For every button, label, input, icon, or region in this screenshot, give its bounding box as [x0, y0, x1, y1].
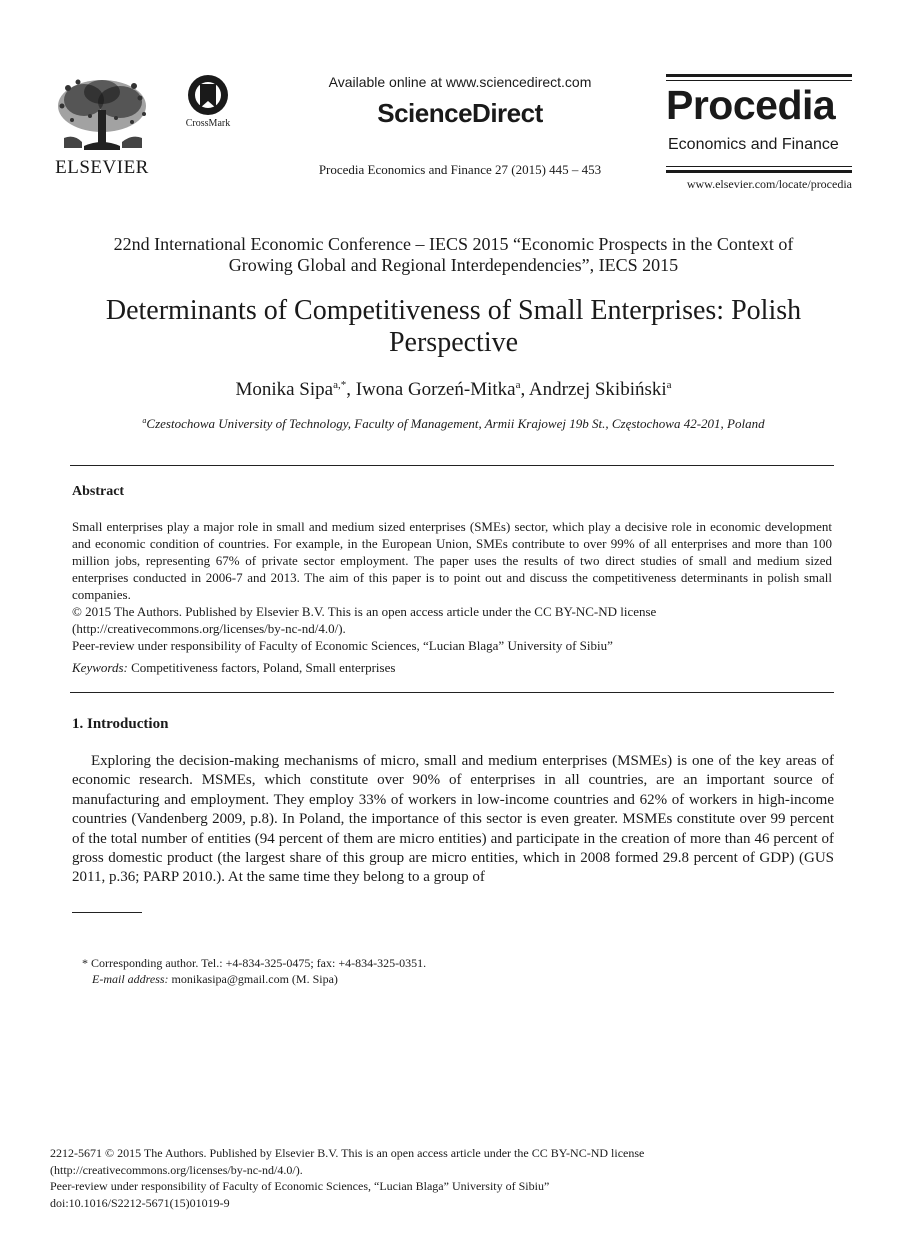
- conference-line-1: 22nd International Economic Conference – IECS 2015 “Economic Prospects in the Context of: [113, 234, 794, 254]
- affiliation-text: Czestochowa University of Technology, Faculty of Management, Armii Krajowej 19b St., Częstochowa 42-201, Poland: [146, 416, 765, 431]
- author-name: Andrzej Skibiński: [528, 379, 667, 400]
- issn-copyright-line: 2212-5671 © 2015 The Authors. Published by Elsevier B.V. This is an open access article under the CC BY-NC-ND license: [50, 1146, 645, 1160]
- masthead-rule-top: [666, 74, 852, 77]
- footnote-email-line: [82, 971, 782, 987]
- abstract-rule-top: [70, 465, 834, 466]
- abstract-body: Small enterprises play a major role in small and medium sized enterprises (SMEs) sector, which play a decisive role in economic development and economic condition of countries. For example, in the European Union, SMEs contribute to over 99% of all enterprises and more than 100 million jobs, representing 67% of private sector employment. The paper uses the results of two direct studies of small and medium sized enterprises conducted in 2006-7 and 2013. The aim of this paper is to point out and discuss the competitiveness determinants in polish small companies.: [72, 519, 832, 602]
- abstract-license-link[interactable]: (http://creativecommons.org/licenses/by-nc-nd/4.0/).: [72, 621, 346, 636]
- footnote-corresponding: [82, 955, 782, 971]
- title-line-2: Perspective: [388, 327, 519, 358]
- abstract-copyright: © 2015 The Authors. Published by Elsevier B.V. This is an open access article under the CC BY-NC-ND license: [72, 604, 657, 619]
- available-online-text: Available online at www.sciencedirect.com: [328, 74, 592, 90]
- abstract-rule-bottom: [70, 692, 834, 693]
- author-affiliation-mark: a: [666, 379, 672, 391]
- author-separator: ,: [520, 379, 529, 400]
- author-name: Iwona Gorzeń-Mitka: [355, 379, 516, 400]
- footer-license-link[interactable]: (http://creativecommons.org/licenses/by-nc-nd/4.0/).: [50, 1162, 303, 1177]
- crossmark-label: CrossMark: [185, 118, 231, 129]
- footnote-contact: Corresponding author. Tel.: +4-834-325-0475; fax: +4-834-325-0351.: [91, 956, 427, 970]
- author-list: [60, 378, 847, 402]
- paper-title: [60, 295, 847, 359]
- masthead-rule-bottom-thin: [666, 166, 852, 167]
- abstract-heading: Abstract: [72, 484, 125, 499]
- elsevier-wordmark: ELSEVIER: [55, 157, 149, 178]
- author-separator: ,: [346, 379, 356, 400]
- elsevier-tree-icon: [54, 76, 150, 156]
- procedia-subtitle: Economics and Finance: [668, 136, 839, 153]
- footnote-marker: *: [82, 956, 88, 970]
- masthead-rule-top-thin: [666, 80, 852, 81]
- section-heading-introduction: 1. Introduction: [72, 716, 169, 732]
- footnote: [82, 955, 782, 987]
- doi-line[interactable]: doi:10.1016/S2212-5671(15)01019-9: [50, 1195, 230, 1210]
- masthead-rule-bottom: [666, 170, 852, 173]
- introduction-paragraph: Exploring the decision-making mechanisms of micro, small and medium enterprises (MSMEs) is one of the key areas of economic research. MSMEs, which constitute over 90% of enterprises in all countries, are an important source of manufacturing and employment. They employ 33% of workers in low-income countries and 62% of workers in high-income countries (Vandenberg 2009, p.8). In Poland, the importance of this sector is even greater. MSMEs constitute over 99 percent of the total number of entities (94 percent of them are micro entities) and participate in the creation of more than 46 percent of gross domestic product (the largest share of this group are micro entities, which in 2008 formed 29.8 percent of GDP) (GUS 2011, p.36; PARP 2010.). At the same time they belong to a group of: [72, 753, 834, 886]
- footer-peer-review: Peer-review under responsibility of Faculty of Economic Sciences, “Lucian Blaga” University of Sibiu”: [50, 1179, 550, 1193]
- title-line-1: Determinants of Competitiveness of Small Enterprises: Polish: [105, 295, 802, 326]
- keywords-value: Competitiveness factors, Poland, Small enterprises: [131, 660, 396, 675]
- procedia-url[interactable]: www.elsevier.com/locate/procedia: [686, 177, 852, 191]
- author-affiliation-mark: a: [515, 379, 521, 391]
- keywords-label: Keywords:: [72, 660, 128, 675]
- article-front-matter-footer: [50, 1145, 850, 1211]
- author-affiliation-mark: a,*: [333, 379, 347, 391]
- affiliation: [60, 416, 847, 432]
- keywords-line: [72, 659, 832, 676]
- footnote-rule: [72, 912, 142, 913]
- author-name: Monika Sipa: [235, 379, 334, 400]
- journal-reference: Procedia Economics and Finance 27 (2015) 445 – 453: [318, 162, 602, 177]
- email-address[interactable]: monikasipa@gmail.com (M. Sipa): [171, 972, 338, 986]
- affiliation-mark: a: [142, 416, 147, 425]
- conference-name: [60, 234, 847, 276]
- abstract-peer-review: Peer-review under responsibility of Faculty of Economic Sciences, “Lucian Blaga” University of Sibiu”: [72, 638, 613, 653]
- sciencedirect-brand: ScienceDirect: [377, 98, 543, 128]
- abstract-section: [72, 518, 832, 676]
- procedia-masthead: [666, 74, 854, 194]
- email-label: E-mail address:: [92, 972, 169, 986]
- procedia-title: Procedia: [666, 82, 836, 128]
- conference-line-2: Growing Global and Regional Interdependencies”, IECS 2015: [228, 255, 679, 275]
- elsevier-logo: [50, 76, 154, 180]
